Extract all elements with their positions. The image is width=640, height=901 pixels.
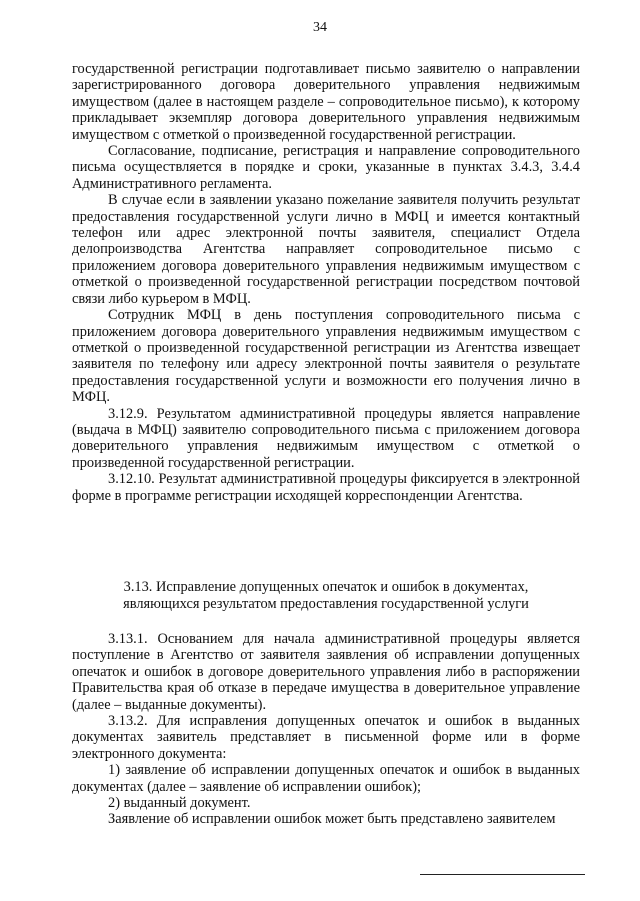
body-text-upper	[72, 61, 580, 504]
paragraph-mfc-employee: Сотрудник МФЦ в день поступления сопроводительного письма с приложением договора доверительного управления недвижимым имуществом с отметкой о произведенной государственной регистрации из Агентства извещает заявителя по телефону или адресу электронной почты заявителя о результате предоставления государственной услуги и возможности его получения лично в МФЦ.	[72, 307, 580, 406]
paragraph-3-13-2: 3.13.2. Для исправления допущенных опечаток и ошибок в выданных документах заявитель представляет в письменной форме или в форме электронного документа:	[72, 713, 580, 762]
list-item-2: 2) выданный документ.	[108, 795, 251, 812]
paragraph-3-12-9: 3.12.9. Результатом административной процедуры является направление (выдача в МФЦ) заявителю сопроводительного письма с приложением договора доверительного управления недвижимым имуществом с отметкой о произведенной государственной регистрации.	[72, 405, 580, 471]
paragraph-approval: Согласование, подписание, регистрация и направление сопроводительного письма осуществляется в порядке и сроки, указанные в пунктах 3.4.3, 3.4.4 Административного регламента.	[72, 143, 580, 192]
list-item-1: 1) заявление об исправлении допущенных опечаток и ошибок в выданных документах (далее – заявление об исправлении ошибок);	[72, 762, 580, 795]
paragraph-submission: Заявление об исправлении ошибок может быть представлено заявителем	[108, 811, 556, 828]
section-heading-line-2: являющихся результатом предоставления государственной услуги	[123, 596, 529, 612]
paragraph-3-12-10: 3.12.10. Результат административной процедуры фиксируется в электронной форме в программе регистрации исходящей корреспонденции Агентства.	[72, 471, 580, 504]
page-number: 34	[313, 20, 327, 35]
paragraph-mfc-request: В случае если в заявлении указано пожелание заявителя получить результат предоставления государственной услуги лично в МФЦ и имеется контактный телефон или адрес электронной почты заявителя, специалист Отдела делопроизводства Агентства направляет сопроводительное письмо с приложением договора доверительного управления недвижимым имуществом с отметкой о произведенной государственной регистрации посредством почтовой связи либо курьером в МФЦ.	[72, 192, 580, 307]
paragraph-3-13-1: 3.13.1. Основанием для начала административной процедуры является поступление в Агентство от заявителя заявления об исправлении допущенных опечаток и ошибок в договоре доверительного управления либо в распоряжении Правительства края об отказе в передаче имущества в доверительное управление (далее – выданные документы).	[72, 631, 580, 713]
section-heading-line-1: 3.13. Исправление допущенных опечаток и ошибок в документах,	[123, 579, 529, 595]
paragraph-cover-letter: государственной регистрации подготавливает письмо заявителю о направлении зарегистрированного договора доверительного управления недвижимым имуществом (далее в настоящем разделе – сопроводительное письмо), к которому прикладывает экземпляр договора доверительного управления недвижимым имуществом с отметкой о произведенной государственной регистрации.	[72, 61, 580, 143]
footer-rule	[420, 874, 585, 875]
section-heading	[72, 579, 580, 613]
body-text-lower	[72, 631, 580, 828]
